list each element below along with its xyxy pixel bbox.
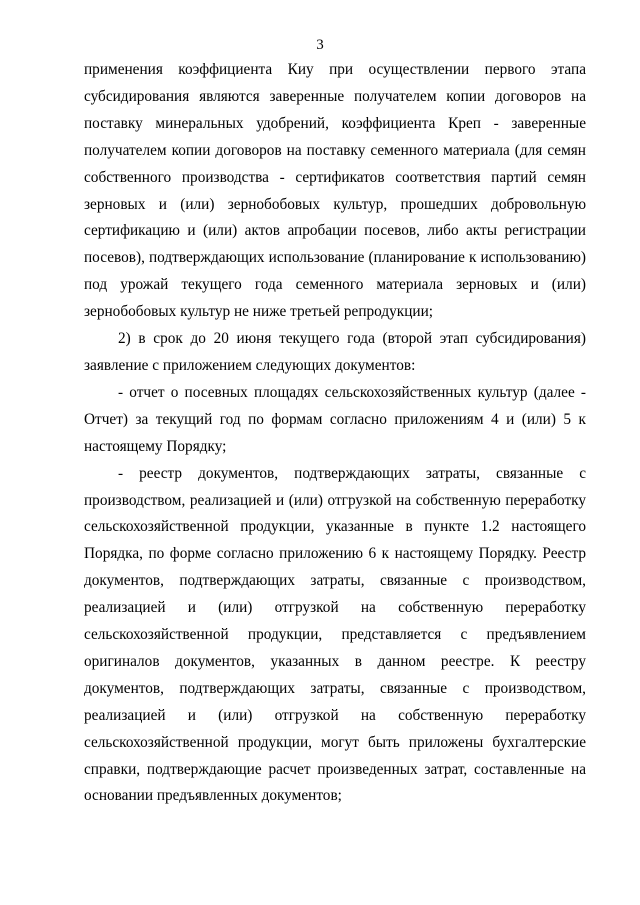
paragraph-cost-register: - реестр документов, подтверждающих затраты, связанные с производством, реализацией и (или) отгрузкой на собственную переработку сельскохозяйственной продукции, указанные в пункте 1.2 настоящего Порядка, по форме согласно приложению 6 к настоящему Порядку. Реестр документов, подтверждающих затраты, связанные с производством, реализацией и (или) отгрузкой на собственную переработку сельскохозяйственной продукции, представляется с предъявлением оригиналов документов, указанных в данном реестре. К реестру документов, подтверждающих затраты, связанные с производством, реализацией и (или) отгрузкой на собственную переработку сельскохозяйственной продукции, могут быть приложены бухгалтерские справки, подтверждающие расчет произведенных затрат, составленные на основании предъявленных документов; <box>84 464 586 805</box>
page-number: 3 <box>316 37 324 53</box>
document-body <box>84 57 586 810</box>
paragraph-coefficient-documents: применения коэффициента Киу при осуществлении первого этапа субсидирования являются заверенные получателем копии договоров на поставку минеральных удобрений, коэффициента Креп - заверенные получателем копии договоров на поставку семенного материала (для семян собственного производства - сертификатов соответствия партий семян зерновых и (или) зернобобовых культур, прошедших добровольную сертификацию и (или) актов апробации посевов, либо акты регистрации посевов), подтверждающих использование (планирование к использованию) под урожай текущего года семенного материала зерновых и (или) зернобобовых культур не ниже третьей репродукции; <box>84 61 586 321</box>
paragraph-second-stage: 2) в срок до 20 июня текущего года (второй этап субсидирования) заявление с приложением следующих документов: <box>84 330 586 374</box>
paragraph-sown-area-report: - отчет о посевных площадях сельскохозяйственных культур (далее - Отчет) за текущий год по формам согласно приложениям 4 и (или) 5 к настоящему Порядку; <box>84 383 586 455</box>
